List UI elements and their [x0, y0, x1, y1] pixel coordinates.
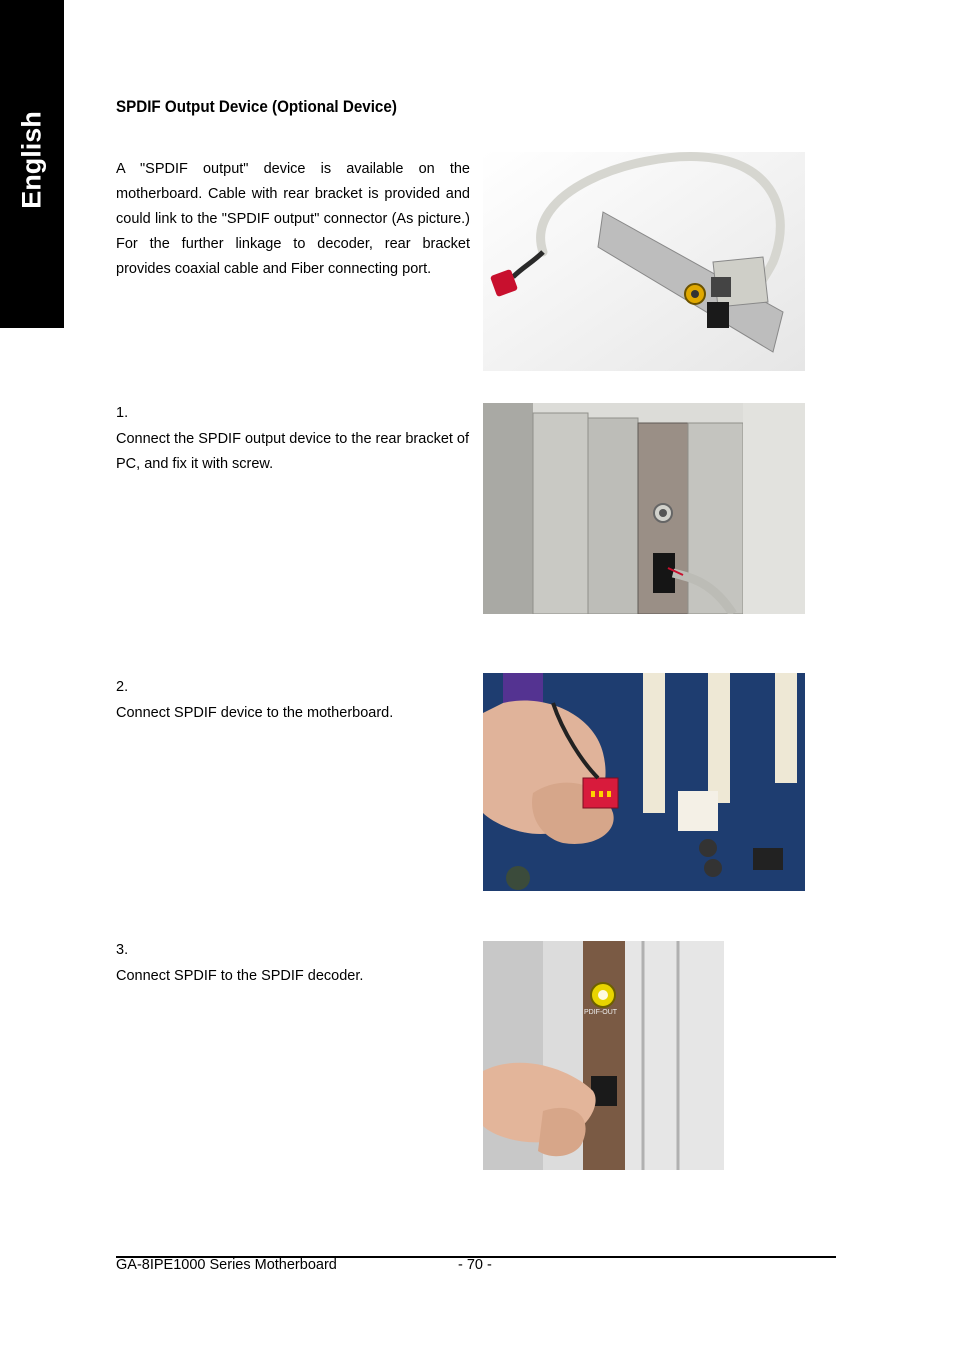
step-3-number: 3.	[116, 942, 129, 958]
step-2-number: 2.	[116, 679, 129, 695]
intro-paragraph: A "SPDIF output" device is available on the motherboard. Cable with rear bracket is provided and could link to the "SPDIF output" connector (As picture.) For the further linkage to decoder, rear bracket provides coaxial cable and Fiber connecting port.	[116, 161, 470, 277]
footer-page-number: - 70 -	[458, 1257, 492, 1273]
spdif-decoder-photo	[483, 941, 724, 1170]
footer-model: GA-8IPE1000 Series Motherboard	[116, 1257, 337, 1273]
step-2-text: Connect SPDIF device to the motherboard.	[116, 705, 394, 721]
spdif-out-label: PDIF-OUT	[584, 1009, 618, 1016]
motherboard-connection-photo	[483, 673, 805, 891]
language-tab	[0, 0, 64, 328]
spdif-bracket-photo	[483, 152, 805, 371]
step-1-text: Connect the SPDIF output device to the rear bracket of PC, and fix it with screw.	[116, 431, 470, 472]
section-title: SPDIF Output Device (Optional Device)	[116, 98, 397, 116]
language-tab-label: English	[16, 111, 47, 209]
step-1-number: 1.	[116, 405, 129, 421]
step-3-text: Connect SPDIF to the SPDIF decoder.	[116, 968, 364, 984]
pc-rear-bracket-photo	[483, 403, 805, 614]
